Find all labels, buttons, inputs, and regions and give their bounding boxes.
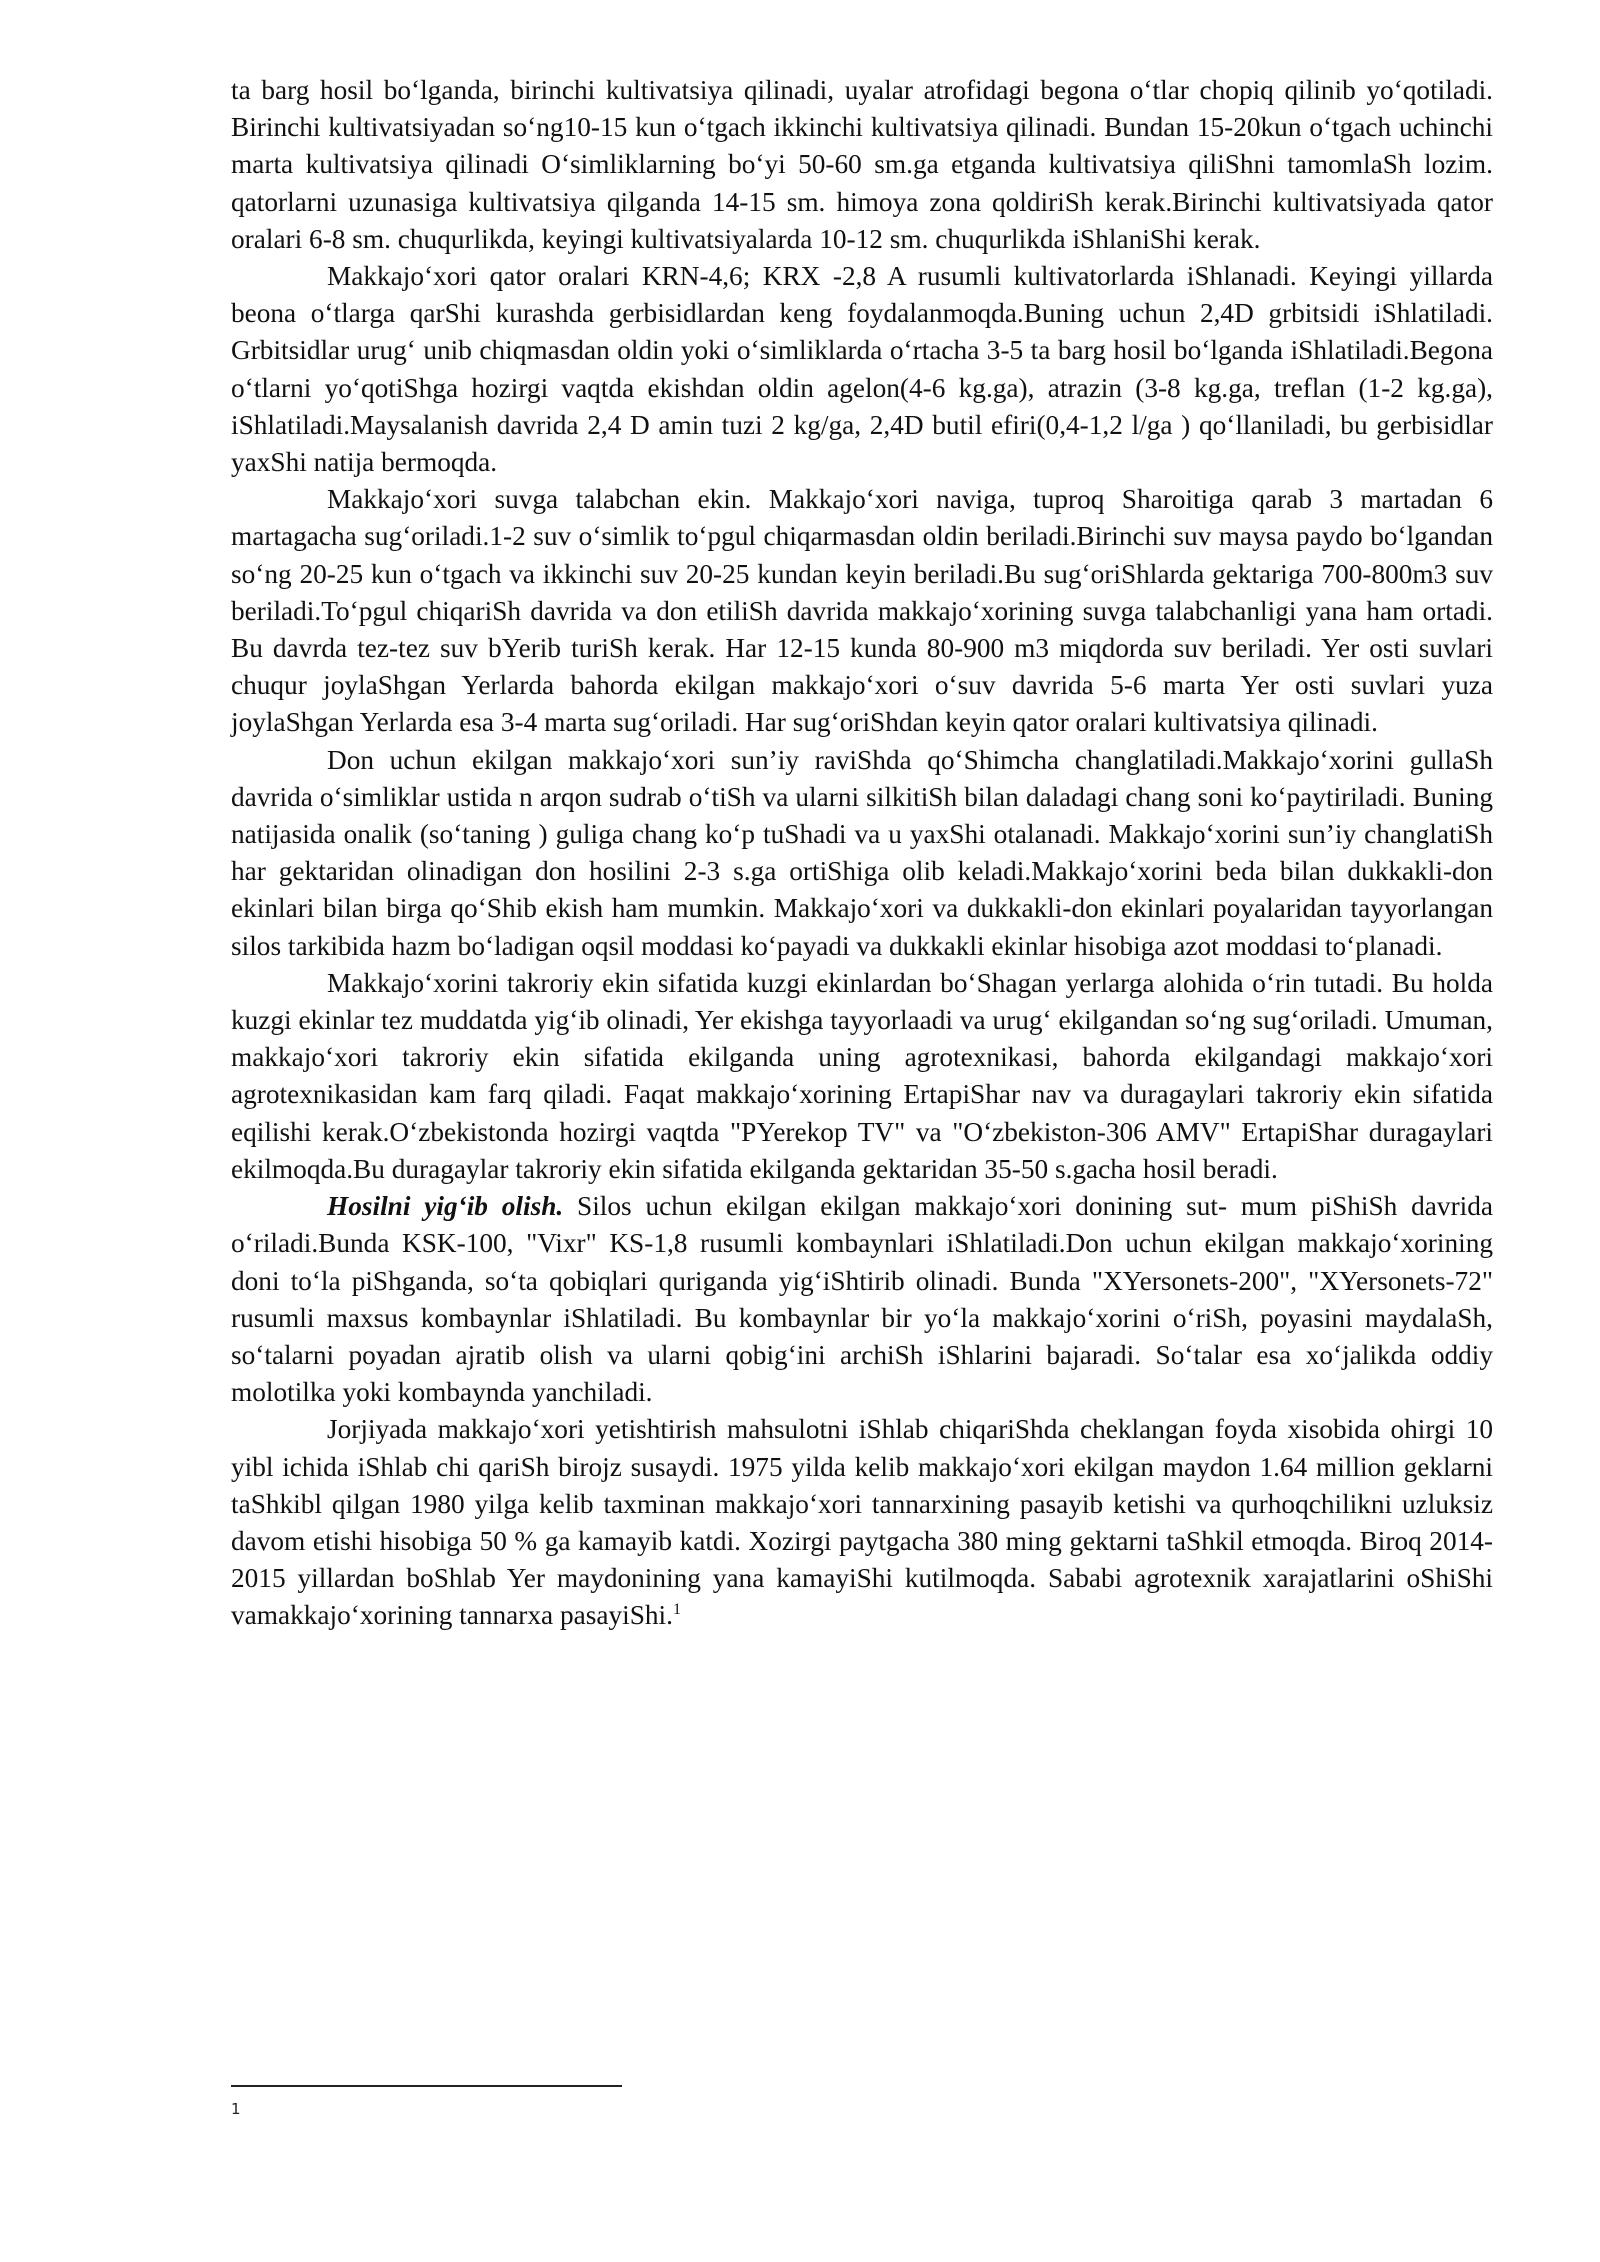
paragraph-irrigation: Makkajo‘xori suvga talabchan ekin. Makkajo‘xori naviga, tuproq Sharoitiga qarab 3 martadan 6 martagacha sug‘oriladi.1-2 suv o‘simlik to‘pgul chiqarmasdan oldin beriladi.Birinchi suv maysa paydo bo‘lgandan so‘ng 20-25 kun o‘tgach va ikkinchi suv 20-25 kundan keyin beriladi.Bu sug‘oriShlarda gektariga 700-800m3 suv beriladi.To‘pgul chiqariSh davrida va don etiliSh davrida makkajo‘xorining suvga talabchanligi yana ham ortadi. Bu davrda tez-tez suv bYerib turiSh kerak. Har 12-15 kunda 80-900 m3 miqdorda suv beriladi. Yer osti suvlari chuqur joylaShgan Yerlarda bahorda ekilgan makkajo‘xori o‘suv davrida 5-6 marta Yer osti suvlari yuza joylaShgan Yerlarda esa 3-4 marta sug‘oriladi. Har sug‘oriShdan keyin qator oralari kultivatsiya qilinadi. xyxy=(231,484,1493,738)
footnote-reference[interactable]: 1 xyxy=(672,1601,681,1619)
footnote-separator xyxy=(231,2085,622,2087)
paragraph-row-cultivators: Makkajo‘xori qator oralari KRN-4,6; KRX -2,8 A rusumli kultivatorlarda iShlanadi. Keyingi yillarda beona o‘tlarga qarShi kurashda gerbisidlardan keng foydalanmoqda.Buning uchun 2,4D grbitsidi iShlatiladi. Grbitsidlar urug‘ unib chiqmasdan oldin yoki o‘simliklarda o‘rtacha 3-5 ta barg hosil bo‘lganda iShlatiladi.Begona o‘tlarni yo‘qotiShga hozirgi vaqtda ekishdan oldin agelon(4-6 kg.ga), atrazin (3-8 kg.ga, treflan (1-2 kg.ga), iShlatiladi.Maysalanish davrida 2,4 D amin tuzi 2 kg/ga, 2,4D butil efiri(0,4-1,2 l/ga ) qo‘llaniladi, bu gerbisidlar yaxShi natija bermoqda. xyxy=(231,261,1493,478)
harvest-heading: Hosilni yig‘ib olish. xyxy=(327,1191,564,1222)
paragraph-pollination: Don uchun ekilgan makkajo‘xori sun’iy raviShda qo‘Shimcha changlatiladi.Makkajo‘xorini gullaSh davrida o‘simliklar ustida n arqon sudrab o‘tiSh va ularni silkitiSh bilan daladagi chang soni ko‘paytiriladi. Buning natijasida onalik (so‘taning ) guliga chang ko‘p tuShadi va u yaxShi otalanadi. Makkajo‘xorini sun’iy changlatiSh har gektaridan olinadigan don hosilini 2-3 s.ga ortiShiga olib keladi.Makkajo‘xorini beda bilan dukkakli-don ekinlari bilan birga qo‘Shib ekish ham mumkin. Makkajo‘xori va dukkakli-don ekinlari poyalaridan tayyorlangan silos tarkibida hazm bo‘ladigan oqsil moddasi ko‘payadi va dukkakli ekinlar hisobiga azot moddasi to‘planadi. xyxy=(231,744,1493,961)
paragraph-cultivation: ta barg hosil bo‘lganda, birinchi kultivatsiya qilinadi, uyalar atrofidagi begona o‘tlar chopiq qilinib yo‘qotiladi. Birinchi kultivatsiyadan so‘ng10-15 kun o‘tgach ikkinchi kultivatsiya qilinadi. Bundan 15-20kun o‘tgach uchinchi marta kultivatsiya qilinadi O‘simliklarning bo‘yi 50-60 sm.ga etganda kultivatsiya qiliShni tamomlaSh lozim. qatorlarni uzunasiga kultivatsiya qilganda 14-15 sm. himoya zona qoldiriSh kerak.Birinchi kultivatsiyada qator oralari 6-8 sm. chuqurlikda, keyingi kultivatsiyalarda 10-12 sm. chuqurlikda iShlaniShi kerak. xyxy=(231,75,1493,254)
paragraph-harvest xyxy=(231,1188,1493,1411)
georgia-text: Jorjiyada makkajo‘xori yetishtirish mahsulotni iShlab chiqariShda cheklangan foyda xisobida ohirgi 10 yibl ichida iShlab chi qariSh birojz susaydi. 1975 yilda kelib makkajo‘xori ekilgan maydon 1.64 million geklarni taShkibl qilgan 1980 yilga kelib taxminan makkajo‘xori tannarxining pasayib ketishi va qurhoqchilikni uzluksiz davom etishi hisobiga 50 % ga kamayib katdi. Xozirgi paytgacha 380 ming gektarni taShkil etmoqda. Biroq 2014-2015 yillardan boShlab Yer maydonining yana kamayiShi kutilmoqda. Sababi agrotexnik xarajatlarini oShiShi vamakkajo‘xorining tannarxa pasayiShi. xyxy=(231,1414,1493,1631)
footnote-number: 1 xyxy=(231,2100,241,2118)
paragraph-repeat-crop: Makkajo‘xorini takroriy ekin sifatida kuzgi ekinlardan bo‘Shagan yerlarga alohida o‘rin tutadi. Bu holda kuzgi ekinlar tez muddatda yig‘ib olinadi, Yer ekishga tayyorlaadi va urug‘ ekilgandan so‘ng sug‘oriladi. Umuman, makkajo‘xori takroriy ekin sifatida ekilganda uning agrotexnikasi, bahorda ekilgandagi makkajo‘xori agrotexnikasidan kam farq qiladi. Faqat makkajo‘xorining ErtapiShar nav va duragaylari takroriy ekin sifatida eqilishi kerak.O‘zbekistonda hozirgi vaqtda "PYerekop TV" va "O‘zbekiston-306 AMV" ErtapiShar duragaylari ekilmoqda.Bu duragaylar takroriy ekin sifatida ekilganda gektaridan 35-50 s.gacha hosil beradi. xyxy=(231,967,1493,1184)
harvest-text: Silos uchun ekilgan ekilgan makkajo‘xori donining sut- mum piShiSh davrida o‘riladi.Bunda KSK-100, "Vixr" KS-1,8 rusumli kombaynlari iShlatiladi.Don uchun ekilgan makkajo‘xorining doni to‘la piShganda, so‘ta qobiqlari quriganda yig‘iShtirib olinadi. Bunda "XYersonets-200", "XYersonets-72" rusumli maxsus kombaynlar iShlatiladi. Bu kombaynlar bir yo‘la makkajo‘xorini o‘riSh, poyasini maydalaSh, so‘talarni poyadan ajratib olish va ularni qobig‘ini archiSh iShlarini bajaradi. So‘talar esa xo‘jalikda oddiy molotilka yoki kombaynda yanchiladi. xyxy=(231,1191,1494,1408)
document-body xyxy=(231,72,1493,1635)
paragraph-georgia xyxy=(231,1411,1493,1634)
